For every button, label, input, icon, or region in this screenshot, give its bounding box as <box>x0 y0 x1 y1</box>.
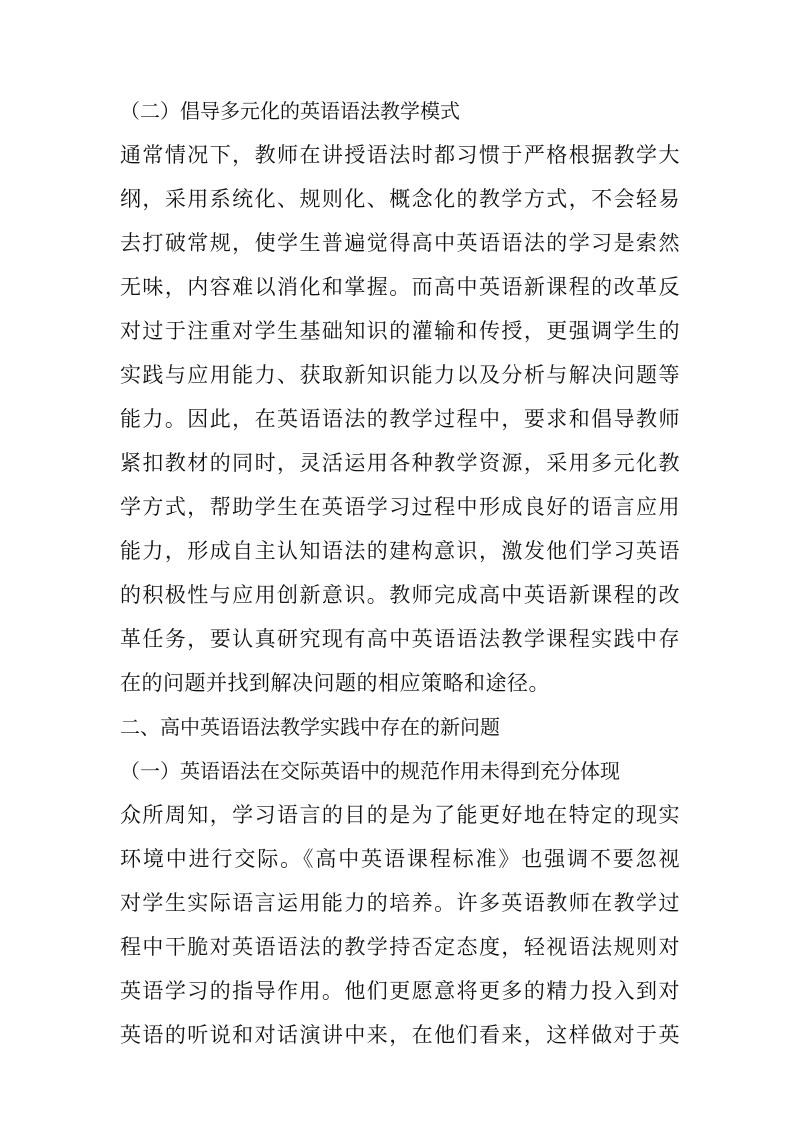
paragraph-line: 英语学习的指导作用。他们更愿意将更多的精力投入到对 <box>120 979 680 1003</box>
paragraph-line: 能力，形成自主认知语法的建构意识，激发他们学习英语 <box>120 539 680 563</box>
paragraph-line: 英语的听说和对话演讲中来，在他们看来，这样做对于英 <box>120 1023 680 1047</box>
paragraph-line: 对过于注重对学生基础知识的灌输和传授，更强调学生的 <box>120 319 680 343</box>
paragraph-line: 实践与应用能力、获取新知识能力以及分析与解决问题等 <box>120 363 680 387</box>
paragraph-line: 革任务，要认真研究现有高中英语语法教学课程实践中存 <box>120 627 680 651</box>
section-heading-new-problems: 二、高中英语语法教学实践中存在的新问题 <box>120 715 500 739</box>
paragraph-line: 的积极性与应用创新意识。教师完成高中英语新课程的改 <box>120 583 680 607</box>
paragraph-line: 通常情况下，教师在讲授语法时都习惯于严格根据教学大 <box>120 143 680 167</box>
paragraph-line: 无味，内容难以消化和掌握。而高中英语新课程的改革反 <box>120 275 680 299</box>
paragraph-line: 能力。因此，在英语语法的教学过程中，要求和倡导教师 <box>120 407 680 431</box>
paragraph-line: 紧扣教材的同时，灵活运用各种教学资源，采用多元化教 <box>120 451 680 475</box>
paragraph-line: 众所周知，学习语言的目的是为了能更好地在特定的现实 <box>120 803 680 827</box>
paragraph-line: 纲，采用系统化、规则化、概念化的教学方式，不会轻易 <box>120 187 680 211</box>
paragraph-line-last: 在的问题并找到解决问题的相应策略和途径。 <box>120 671 550 695</box>
paragraph-line: 对学生实际语言运用能力的培养。许多英语教师在教学过 <box>120 891 680 915</box>
paragraph-line: 环境中进行交际。《高中英语课程标准》也强调不要忽视 <box>120 847 680 871</box>
paragraph-line: 程中干脆对英语语法的教学持否定态度，轻视语法规则对 <box>120 935 680 959</box>
section-heading-advocate-diverse-teaching: （二）倡导多元化的英语语法教学模式 <box>120 99 460 123</box>
paragraph-line: 去打破常规，使学生普遍觉得高中英语语法的学习是索然 <box>120 231 680 255</box>
subsection-heading-grammar-role: （一）英语语法在交际英语中的规范作用未得到充分体现 <box>120 759 620 783</box>
paragraph-line: 学方式，帮助学生在英语学习过程中形成良好的语言应用 <box>120 495 680 519</box>
